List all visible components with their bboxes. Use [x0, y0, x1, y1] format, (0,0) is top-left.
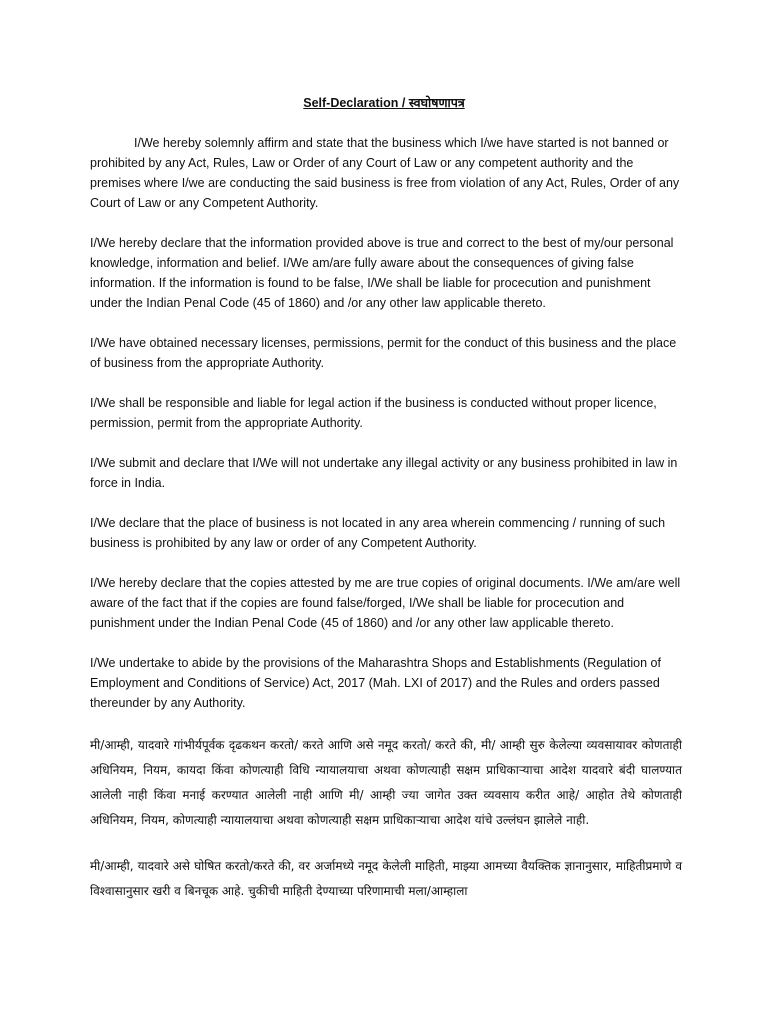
document-body	[90, 133, 682, 925]
paragraph-affirmation: I/We hereby solemnly affirm and state that the business which I/we have started is not banned or prohibited by any Act, Rules, Law or Order of any Court of Law or any competent authority and the premises where I/we are conducting the said business is free from violation of any Act, Rules, Order of any Court of Law or any Competent Authority.	[90, 136, 680, 210]
document-title: Self-Declaration / स्वघोषणापत्र	[303, 96, 465, 110]
paragraph-no-illegal-activity: I/We submit and declare that I/We will not undertake any illegal activity or any business prohibited in law in force in India.	[90, 456, 678, 490]
paragraph-information-declaration: I/We hereby declare that the information provided above is true and correct to the best of my/our personal knowledge, information and belief. I/We am/are fully aware about the consequences of giving false information. If the information is found to be false, I/We shall be liable for procecution and punishment under the Indian Penal Code (45 of 1860) and /or any other law applicable thereto.	[90, 236, 674, 310]
paragraph-attested-copies: I/We hereby declare that the copies attested by me are true copies of original documents. I/We am/are well aware of the fact that if the copies are found false/forged, I/We shall be liable for procecution and punishment under the Indian Penal Code (45 of 1860) and /or any other law applicable thereto.	[90, 576, 681, 630]
paragraph-shops-act: I/We undertake to abide by the provisions of the Maharashtra Shops and Establishments (Regulation of Employment and Conditions of Service) Act, 2017 (Mah. LXI of 2017) and the Rules and orders passed thereunder by any Authority.	[90, 656, 661, 710]
paragraph-responsibility: I/We shall be responsible and liable for legal action if the business is conducted without proper licence, permission, permit from the appropriate Authority.	[90, 396, 657, 430]
paragraph-place-of-business: I/We declare that the place of business is not located in any area wherein commencing / running of such business is prohibited by any law or order of any Competent Authority.	[90, 516, 666, 550]
paragraph-marathi-declaration: मी/आम्ही, यादवारे असे घोषित करतो/करते की, वर अर्जामध्ये नमूद केलेली माहिती, माझ्या आमच्या वैयक्तिक ज्ञानानुसार, माहितीप्रमाणे व विश्वासानुसार खरी व बिनचूक आहे. चुकीची माहिती देण्याच्या परिणामाची मला/आम्हाला	[90, 859, 682, 898]
paragraph-licenses: I/We have obtained necessary licenses, permissions, permit for the conduct of this business and the place of business from the appropriate Authority.	[90, 336, 677, 370]
paragraph-marathi-affirmation: मी/आम्ही, यादवारे गांभीर्यपूर्वक दृढकथन करतो/ करते आणि असे नमूद करतो/ करते की, मी/ आम्ही सुरु केलेल्या व्यवसायावर कोणताही अधिनियम, नियम, कायदा किंवा कोणत्याही विधि न्यायालयाचा अथवा कोणत्याही सक्षम प्राधिकाऱ्याचा आदेश यादवारे बंदी घालण्यात आलेली नाही किंवा मनाई करण्यात आलेली नाही आणि मी/ आम्ही ज्या जागेत उक्त व्यवसाय करीत आहे/ आहोत तेथे कोणताही अधिनियम, नियम, कोणत्याही न्यायालयाचा अथवा कोणत्याही सक्षम प्राधिकाऱ्याचा आदेश यांचे उल्लंघन झालेले नाही.	[90, 738, 682, 827]
